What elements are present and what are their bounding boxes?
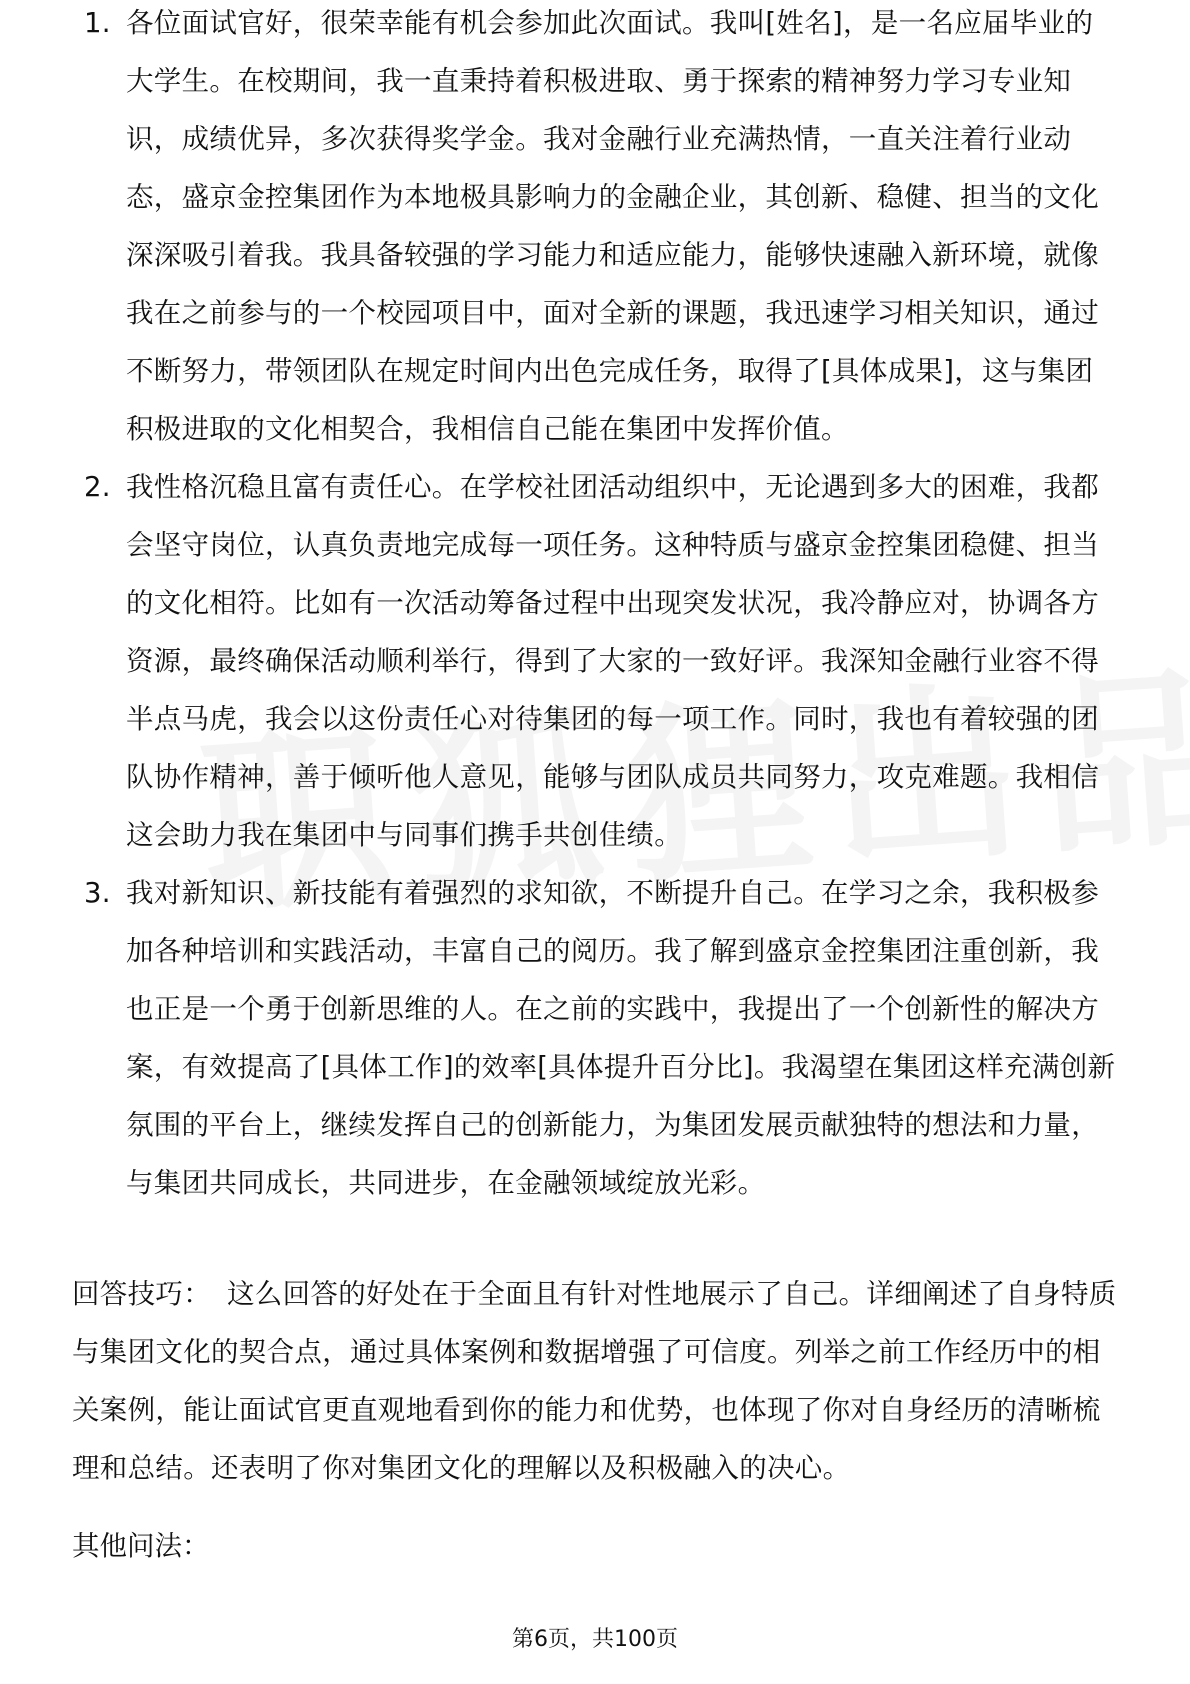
list-item-number: 3. (84, 877, 111, 909)
list-item-number: 2. (84, 471, 111, 503)
answer-tips-text: 这么回答的好处在于全面且有针对性地展示了自己。详细阐述了自身特质与集团文化的契合点，通过具体案例和数据增强了可信度。列举之前工作经历中的相关案例，能让面试官更直观地看到你的能力和优势，也体现了你对自身经历的清晰梳理和总结。还表明了你对集团文化的理解以及积极融入的决心。 (72, 1278, 1117, 1484)
list-item (0, 0, 1190, 458)
list-item-text: 我对新知识、新技能有着强烈的求知欲，不断提升自己。在学习之余，我积极参加各种培训和实践活动，丰富自己的阅历。我了解到盛京金控集团注重创新，我也正是一个勇于创新思维的人。在之前的实践中，我提出了一个创新性的解决方案，有效提高了[具体工作]的效率[具体提升百分比]。我渴望在集团这样充满创新氛围的平台上，继续发挥自己的创新能力，为集团发展贡献独特的想法和力量，与集团共同成长，共同进步，在金融领域绽放光彩。 (126, 877, 1116, 1199)
answer-tips-label: 回答技巧： (72, 1278, 211, 1310)
answer-tips-paragraph (72, 1265, 1122, 1497)
list-item (0, 458, 1190, 864)
list-item-number: 1. (84, 7, 111, 39)
list-item-text: 各位面试官好，很荣幸能有机会参加此次面试。我叫[姓名]，是一名应届毕业的大学生。在校期间，我一直秉持着积极进取、勇于探索的精神努力学习专业知识，成绩优异，多次获得奖学金。我对金融行业充满热情，一直关注着行业动态，盛京金控集团作为本地极具影响力的金融企业，其创新、稳健、担当的文化深深吸引着我。我具备较强的学习能力和适应能力，能够快速融入新环境，就像我在之前参与的一个校园项目中，面对全新的课题，我迅速学习相关知识，通过不断努力，带领团队在规定时间内出色完成任务，取得了[具体成果]，这与集团积极进取的文化相契合，我相信自己能在集团中发挥价值。 (126, 7, 1099, 445)
page-footer (0, 1625, 1190, 1655)
other-questions-heading: 其他问法： (72, 1530, 210, 1562)
list-item-text: 我性格沉稳且富有责任心。在学校社团活动组织中，无论遇到多大的困难，我都会坚守岗位，认真负责地完成每一项任务。这种特质与盛京金控集团稳健、担当的文化相符。比如有一次活动筹备过程中出现突发状况，我冷静应对，协调各方资源，最终确保活动顺利举行，得到了大家的一致好评。我深知金融行业容不得半点马虎，我会以这份责任心对待集团的每一项工作。同时，我也有着较强的团队协作精神，善于倾听他人意见，能够与团队成员共同努力，攻克难题。我相信这会助力我在集团中与同事们携手共创佳绩。 (126, 471, 1099, 851)
page-indicator: 第6页，共100页 (512, 1627, 678, 1652)
answer-list (0, 7, 1190, 1212)
list-item (0, 864, 1190, 1212)
